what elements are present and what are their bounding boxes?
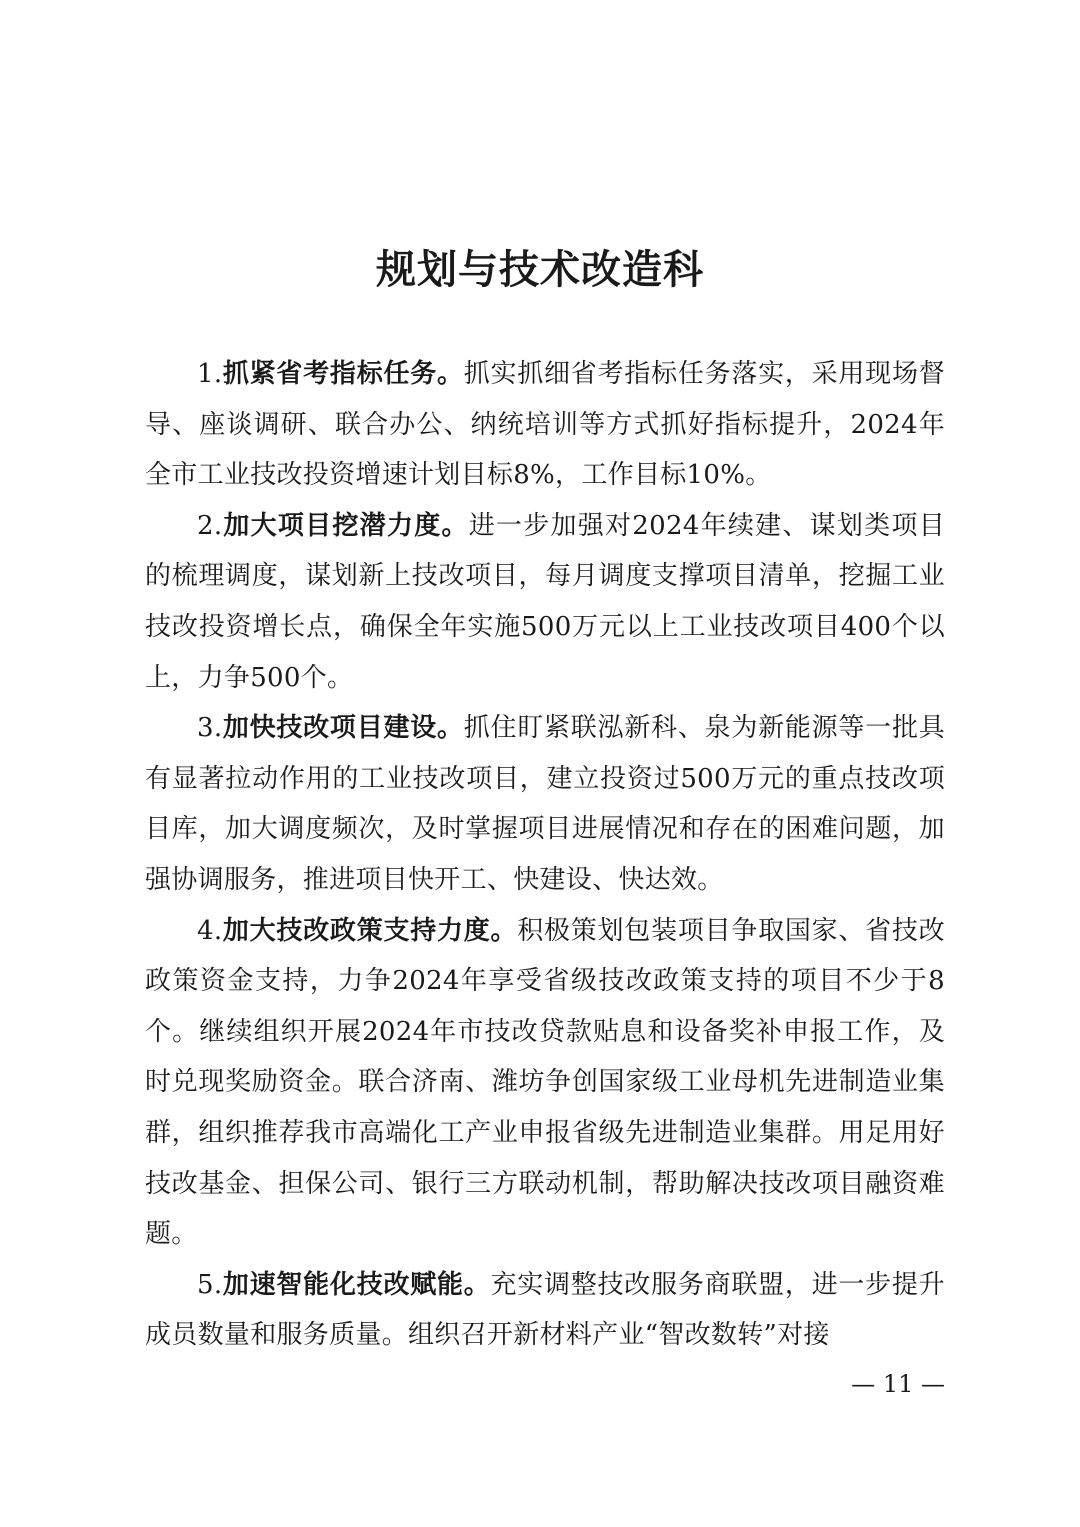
paragraph-number: 2. (197, 510, 223, 541)
paragraph-1 (145, 349, 945, 501)
paragraph-number: 3. (197, 713, 223, 744)
paragraph-heading: 加快技改项目建设。 (222, 713, 464, 744)
paragraph-number: 4. (197, 915, 223, 946)
document-body (145, 349, 945, 1361)
paragraph-3 (145, 703, 945, 905)
paragraph-text: 抓住盯紧联泓新科、泉为新能源等一批具有显著拉动作用的工业技改项目，建立投资过500万元的重点技改项目库，加大调度频次，及时掌握项目进展情况和存在的困难问题，加强协调服务，推进项目快开工、快建设、快达效。 (145, 713, 946, 895)
paragraph-text: 充实调整技改服务商联盟，进一步提升成员数量和服务质量。组织召开新材料产业“智改数转”对接 (145, 1269, 945, 1351)
paragraph-2 (145, 501, 945, 703)
paragraph-text: 进一步加强对2024年续建、谋划类项目的梳理调度，谋划新上技改项目，每月调度支撑项目清单，挖掘工业技改投资增长点，确保全年实施500万元以上工业技改项目400个以上，力争500个。 (145, 510, 946, 693)
paragraph-4 (145, 906, 945, 1260)
paragraph-text: 抓实抓细省考指标任务落实，采用现场督导、座谈调研、联合办公、纳统培训等方式抓好指标提升，2024年全市工业技改投资增速计划目标8%，工作目标10%。 (145, 359, 946, 491)
paragraph-heading: 加大技改政策支持力度。 (222, 915, 518, 946)
paragraph-heading: 加大项目挖潜力度。 (222, 510, 469, 541)
page-title: 规划与技术改造科 (376, 247, 704, 293)
paragraph-text: 积极策划包装项目争取国家、省技改政策资金支持，力争2024年享受省级技改政策支持的项目不少于8个。继续组织开展2024年市技改贷款贴息和设备奖补申报工作，及时兑现奖励资金。联合济南、潍坊争创国家级工业母机先进制造业集群，组织推荐我市高端化工产业申报省级先进制造业集群。用足用好技改基金、担保公司、银行三方联动机制，帮助解决技改项目融资难题。 (145, 915, 945, 1250)
paragraph-number: 5. (197, 1269, 223, 1300)
page-number: — 11 — (851, 1370, 945, 1398)
paragraph-5 (145, 1260, 945, 1361)
paragraph-heading: 抓紧省考指标任务。 (222, 359, 464, 389)
paragraph-heading: 加速智能化技改赋能。 (222, 1269, 491, 1300)
paragraph-number: 1. (197, 359, 223, 389)
